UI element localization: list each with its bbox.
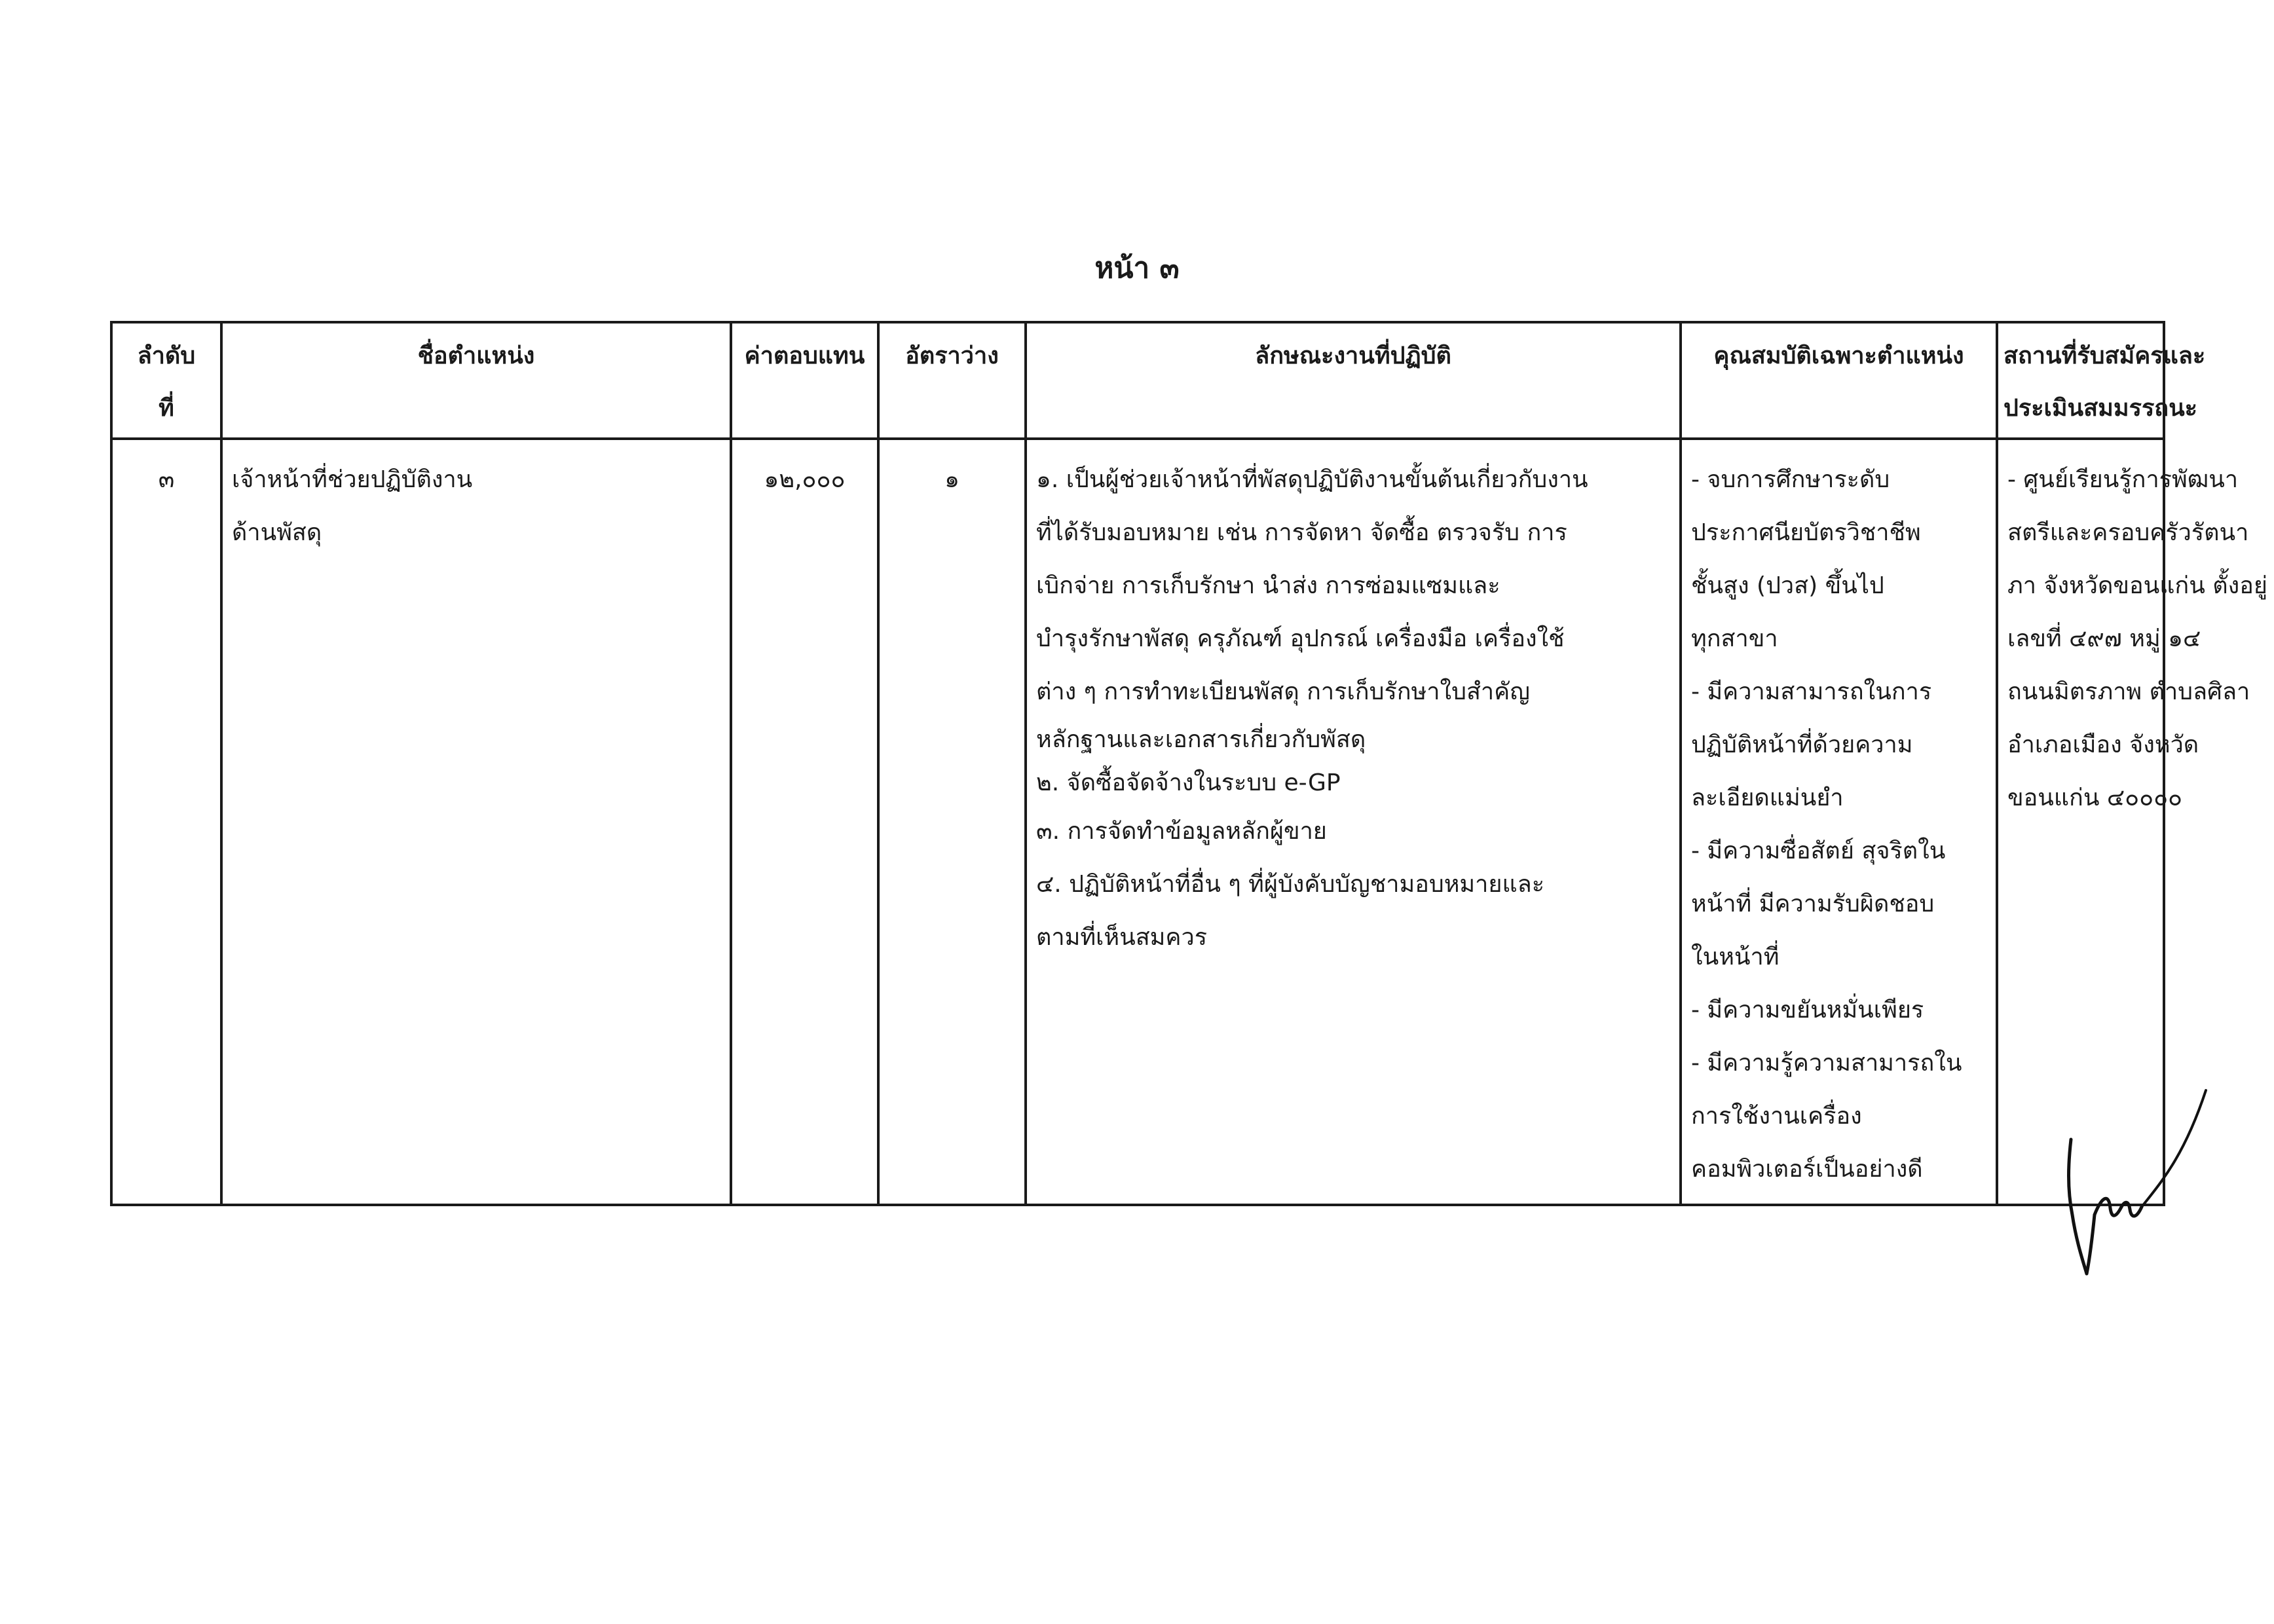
qualification-line: ปฏิบัติหน้าที่ด้วยความ <box>1691 731 1913 758</box>
duty-line: หลักฐานและเอกสารเกี่ยวกับพัสดุ <box>1036 726 1366 753</box>
header-qualifications: คุณสมบัติเฉพาะตำแหน่ง <box>1681 322 1997 439</box>
qualification-line: - มีความขยันหมั่นเพียร <box>1691 997 1924 1024</box>
duty-line: ต่าง ๆ การทำทะเบียนพัสดุ การเก็บรักษาใบสำคัญ <box>1036 678 1530 705</box>
cell-duties <box>1026 439 1681 1205</box>
qualification-line: ละเอียดแม่นยำ <box>1691 784 1844 811</box>
header-duties: ลักษณะงานที่ปฏิบัติ <box>1026 322 1681 439</box>
qualification-line: ในหน้าที่ <box>1691 944 1780 970</box>
location-line: ขอนแก่น ๔๐๐๐๐ <box>2007 784 2183 811</box>
cell-position <box>221 439 731 1205</box>
cell-vacancy: ๑ <box>878 439 1026 1205</box>
header-no-line-1: ลำดับ <box>137 342 196 369</box>
qualification-line: ประกาศนียบัตรวิชาชีพ <box>1691 519 1921 546</box>
qualification-line: หน้าที่ มีความรับผิดชอบ <box>1691 891 1935 917</box>
table-header-row <box>111 322 2164 439</box>
duty-line: ๔. ปฏิบัติหน้าที่อื่น ๆ ที่ผู้บังคับบัญชามอบหมายและ <box>1036 871 1545 898</box>
location-line: ถนนมิตรภาพ ตำบลศิลา <box>2007 678 2250 705</box>
header-location <box>1997 322 2206 439</box>
header-position: ชื่อตำแหน่ง <box>221 322 731 439</box>
qualification-line: - มีความสามารถในการ <box>1691 678 1932 705</box>
qualification-line: การใช้งานเครื่อง <box>1691 1103 1862 1130</box>
header-location-line-1: สถานที่รับสมัครและ <box>2004 342 2206 369</box>
qualification-line: - มีความรู้ความสามารถใน <box>1691 1050 1962 1077</box>
table-row <box>111 439 2164 1205</box>
job-table <box>110 321 2267 1206</box>
duty-line: ๓. การจัดทำข้อมูลหลักผู้ขาย <box>1036 818 1327 845</box>
duty-line: บำรุงรักษาพัสดุ ครุภัณฑ์ อุปกรณ์ เครื่องมือ เครื่องใช้ <box>1036 625 1565 652</box>
location-line: เลขที่ ๔๙๗ หมู่ ๑๔ <box>2007 625 2201 652</box>
location-line: อำเภอเมือง จังหวัด <box>2007 731 2199 758</box>
page-title: หน้า ๓ <box>1094 251 1180 285</box>
qualification-line: - จบการศึกษาระดับ <box>1691 466 1890 493</box>
duty-line: ๒. จัดซื้อจัดจ้างในระบบ e-GP <box>1036 769 1341 796</box>
header-location-line-2: ประเมินสมมรรถนะ <box>2004 395 2198 422</box>
header-salary: ค่าตอบแทน <box>731 322 878 439</box>
duty-line: ที่ได้รับมอบหมาย เช่น การจัดหา จัดซื้อ ตรวจรับ การ <box>1036 519 1567 546</box>
location-line: ภา จังหวัดขอนแก่น ตั้งอยู่ <box>2007 572 2267 599</box>
header-no <box>111 322 221 439</box>
location-line: สตรีและครอบครัวรัตนา <box>2007 519 2249 546</box>
qualification-line: คอมพิวเตอร์เป็นอย่างดี <box>1691 1156 1923 1183</box>
cell-no: ๓ <box>111 439 221 1205</box>
cell-salary: ๑๒,๐๐๐ <box>731 439 878 1205</box>
header-no-line-2: ที่ <box>158 395 174 422</box>
duty-line: เบิกจ่าย การเก็บรักษา นำส่ง การซ่อมแซมและ <box>1036 572 1500 599</box>
duty-line: ๑. เป็นผู้ช่วยเจ้าหน้าที่พัสดุปฏิบัติงานขั้นต้นเกี่ยวกับงาน <box>1036 466 1588 493</box>
position-line: ด้านพัสดุ <box>232 519 322 546</box>
header-vacancy: อัตราว่าง <box>878 322 1026 439</box>
qualification-line: ทุกสาขา <box>1691 625 1778 652</box>
duty-line: ตามที่เห็นสมควร <box>1036 924 1208 951</box>
cell-qualifications <box>1681 439 1997 1205</box>
handwritten-signature <box>2063 1084 2214 1280</box>
qualification-line: - มีความซื่อสัตย์ สุจริตใน <box>1691 838 1946 864</box>
location-line: - ศูนย์เรียนรู้การพัฒนา <box>2007 466 2239 493</box>
position-line: เจ้าหน้าที่ช่วยปฏิบัติงาน <box>232 466 473 493</box>
qualification-line: ชั้นสูง (ปวส) ขึ้นไป <box>1691 572 1884 599</box>
